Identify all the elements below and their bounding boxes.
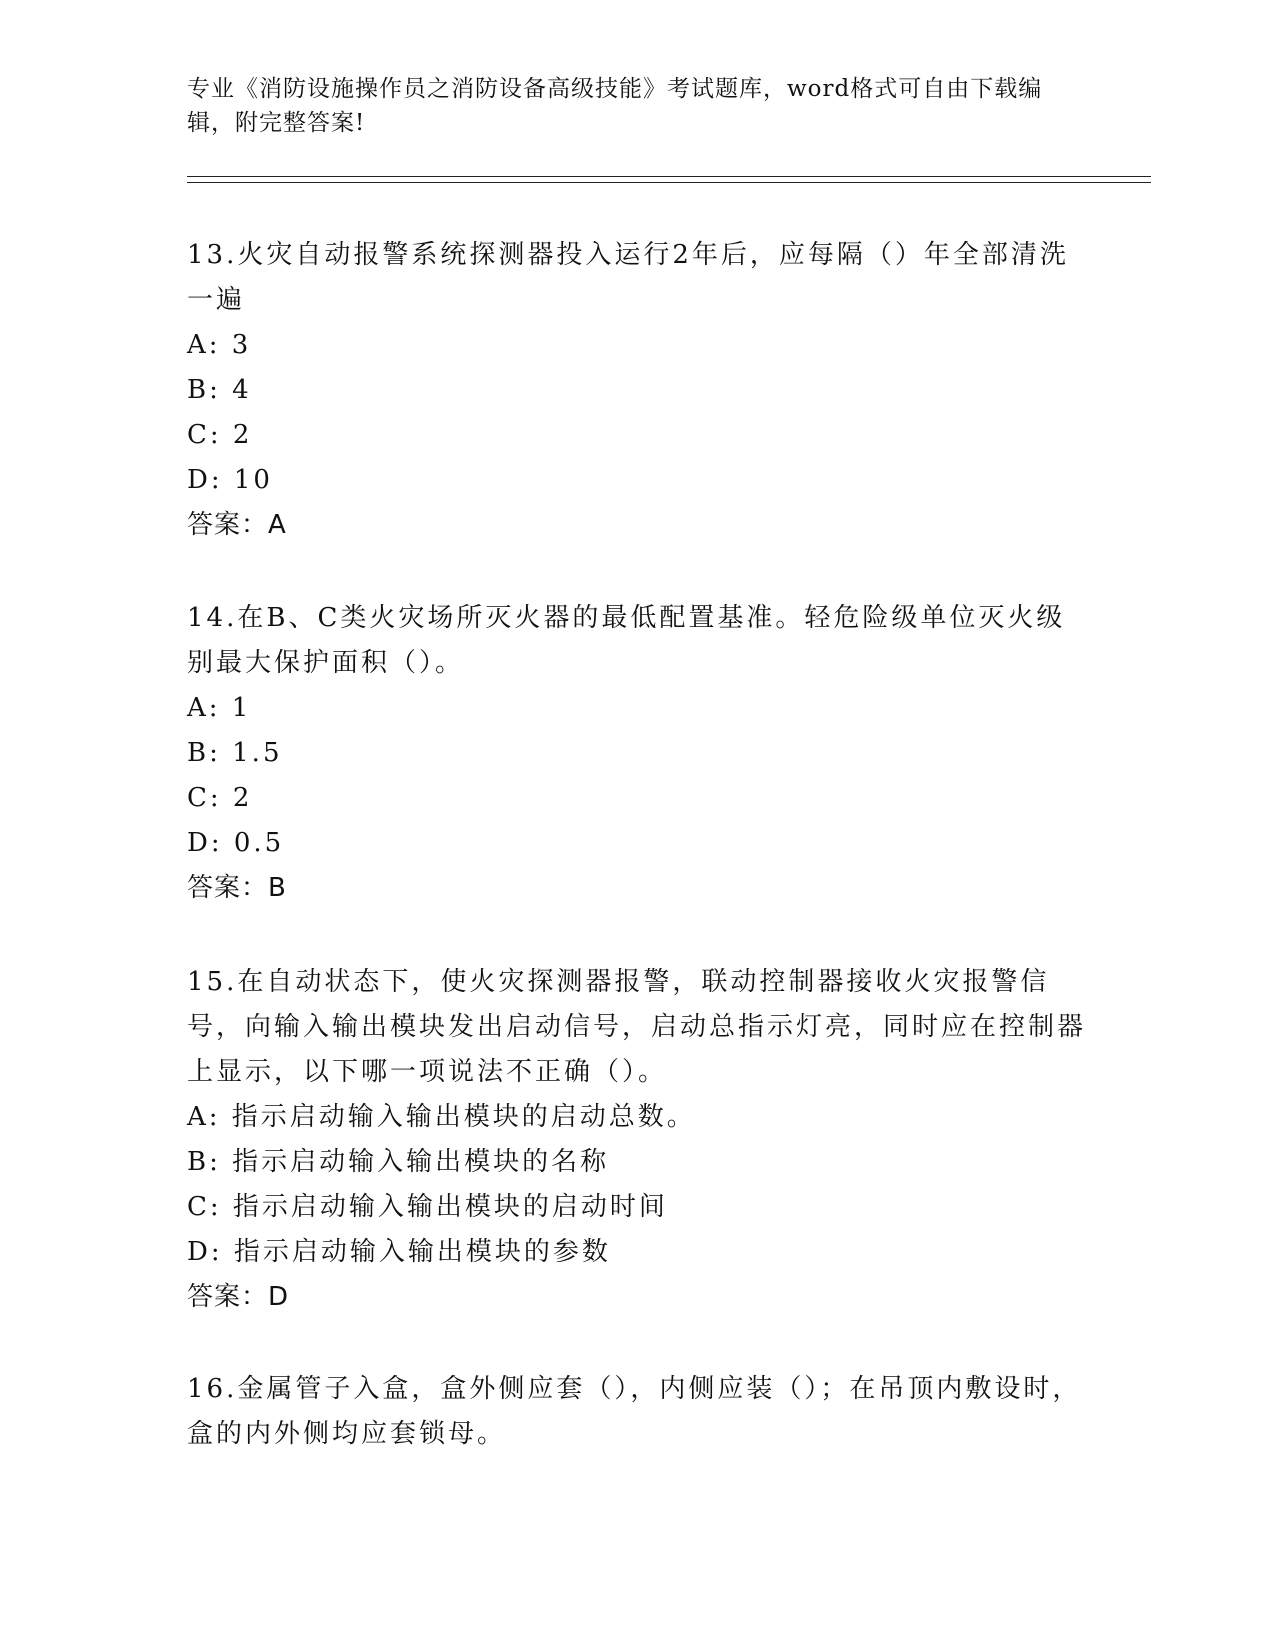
option-b: B: 1.5 <box>187 738 283 768</box>
question-15 <box>187 960 1087 1320</box>
option-b: B: 4 <box>187 375 252 405</box>
question-stem: 15.在自动状态下，使火灾探测器报警，联动控制器接收火灾报警信号，向输入输出模块发出启动信号，启动总指示灯亮，同时应在控制器上显示，以下哪一项说法不正确（）。 <box>187 967 1087 1087</box>
document-header: 专业《消防设施操作员之消防设备高级技能》考试题库，word格式可自由下载编辑，附完整答案! <box>187 76 1043 136</box>
answer: 答案：A <box>187 510 287 540</box>
header-rule-top <box>187 176 1151 177</box>
option-d: D: 10 <box>187 465 273 495</box>
answer: 答案：B <box>187 873 287 903</box>
option-a: A: 3 <box>187 330 252 360</box>
option-c: C: 2 <box>187 783 253 813</box>
question-stem: 16.金属管子入盒，盒外侧应套（），内侧应装（）；在吊顶内敷设时，盒的内外侧均应套锁母。 <box>187 1374 1082 1449</box>
option-c: C: 指示启动输入输出模块的启动时间 <box>187 1192 668 1222</box>
option-d: D: 指示启动输入输出模块的参数 <box>187 1237 611 1267</box>
option-c: C: 2 <box>187 420 253 450</box>
question-13 <box>187 233 1087 548</box>
question-stem: 13.火灾自动报警系统探测器投入运行2年后，应每隔（）年全部清洗一遍 <box>187 240 1069 315</box>
question-stem: 14.在B、C类火灾场所灭火器的最低配置基准。轻危险级单位灭火级别最大保护面积（）。 <box>187 603 1066 678</box>
option-a: A: 1 <box>187 693 252 723</box>
option-d: D: 0.5 <box>187 828 285 858</box>
question-16 <box>187 1367 1087 1457</box>
question-14 <box>187 596 1087 911</box>
header-rule-bottom <box>187 182 1151 183</box>
option-a: A: 指示启动输入输出模块的启动总数。 <box>187 1102 696 1132</box>
option-b: B: 指示启动输入输出模块的名称 <box>187 1147 610 1177</box>
answer: 答案：D <box>187 1282 290 1312</box>
